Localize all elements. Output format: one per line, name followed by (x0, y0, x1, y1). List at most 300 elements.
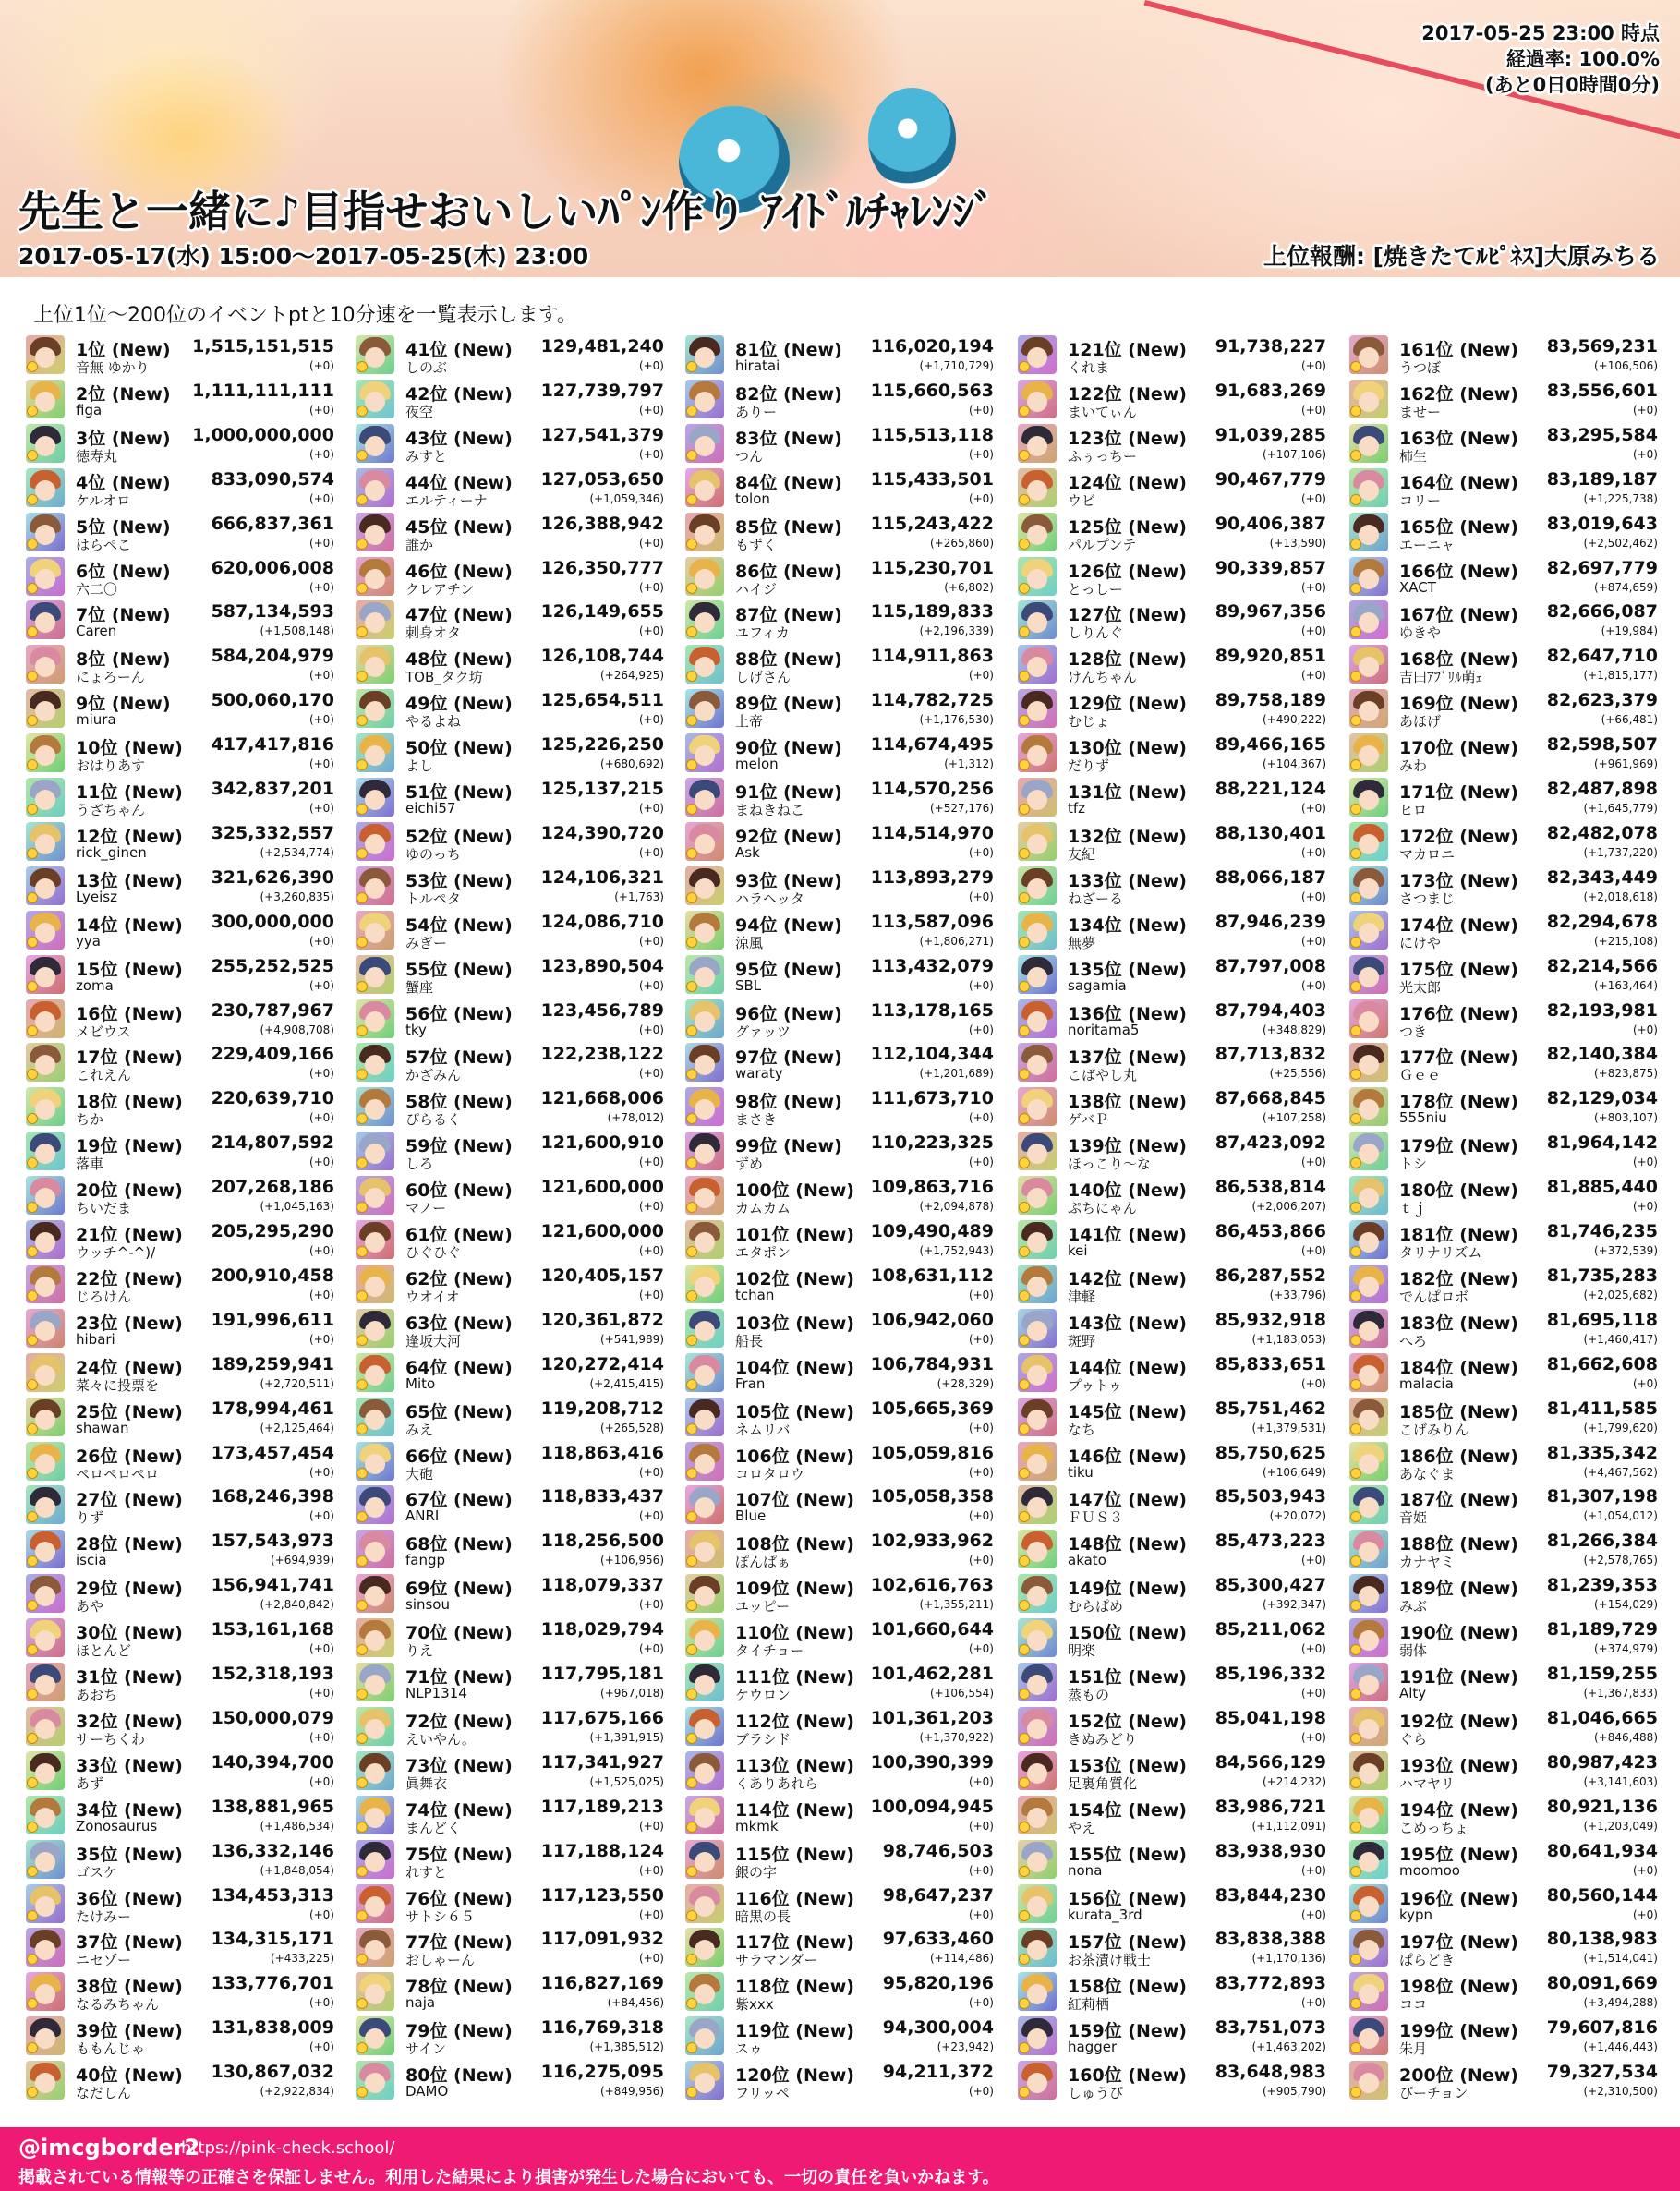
player-name: お茶漬け戦士 (1068, 1952, 1152, 1968)
idol-avatar-icon (1349, 2016, 1388, 2055)
player-name: ぐら (1399, 1731, 1428, 1748)
ten-minute-delta: (+0) (638, 581, 664, 594)
card-rarity-badge-icon (357, 1600, 368, 1611)
rank-label: 49位 (New) (405, 694, 513, 714)
idol-avatar-icon (26, 645, 65, 684)
idol-avatar-icon (356, 1485, 394, 1524)
rank-label: 198位 (New) (1399, 1977, 1518, 1997)
rank-entry (356, 556, 670, 600)
idol-avatar-icon (1018, 1840, 1057, 1879)
ten-minute-delta: (+1,379,531) (1251, 1422, 1326, 1434)
ten-minute-delta: (+0) (1300, 935, 1326, 948)
idol-avatar-icon (26, 1707, 65, 1746)
card-rarity-badge-icon (1019, 1954, 1030, 1965)
ten-minute-delta: (+680,692) (599, 757, 664, 770)
idol-avatar-icon (356, 1574, 394, 1613)
player-name: サトシ６５ (405, 1908, 476, 1925)
event-points: 83,569,231 (1546, 336, 1658, 357)
player-name: マノー (405, 1200, 447, 1217)
rank-entry (356, 1750, 670, 1795)
rank-entry (1018, 1086, 1332, 1131)
event-points: 109,863,716 (870, 1177, 994, 1197)
rank-entry (1349, 512, 1663, 556)
event-points: 100,094,945 (870, 1797, 994, 1817)
rank-label: 52位 (New) (405, 827, 513, 847)
card-rarity-badge-icon (27, 1866, 38, 1877)
event-points: 321,626,390 (211, 867, 334, 888)
ten-minute-delta: (+0) (308, 2040, 334, 2053)
rank-label: 23位 (New) (76, 1313, 183, 1334)
rank-label: 26位 (New) (76, 1447, 183, 1467)
rank-label: 24位 (New) (76, 1358, 183, 1378)
event-points: 189,259,941 (211, 1354, 334, 1374)
event-points: 124,390,720 (540, 823, 664, 843)
rank-entry (1349, 1883, 1663, 1928)
event-points: 87,797,008 (1215, 956, 1326, 976)
ten-minute-delta: (+0) (968, 1156, 994, 1168)
player-name: とっしー (1068, 581, 1123, 598)
rank-label: 90位 (New) (735, 738, 842, 758)
idol-avatar-icon (356, 1884, 394, 1923)
idol-avatar-icon (1018, 689, 1057, 728)
rank-label: 167位 (New) (1399, 605, 1518, 625)
rank-label: 108位 (New) (735, 1534, 854, 1555)
card-rarity-badge-icon (1019, 1113, 1030, 1124)
player-name: あなぐま (1399, 1466, 1456, 1483)
card-rarity-badge-icon (1019, 494, 1030, 505)
event-points: 84,566,129 (1215, 1752, 1326, 1773)
card-rarity-badge-icon (27, 406, 38, 417)
card-rarity-badge-icon (686, 1822, 697, 1833)
rank-label: 81位 (New) (735, 340, 842, 360)
idol-avatar-icon (1018, 380, 1057, 418)
event-points: 584,204,979 (211, 646, 334, 666)
player-name: hiratai (735, 357, 780, 374)
rank-entry (1349, 423, 1663, 467)
player-name: にょろーん (76, 669, 145, 685)
rank-entry (1349, 2015, 1663, 2060)
player-name: ずめ (735, 1156, 764, 1172)
ten-minute-delta: (+2,310,500) (1583, 2085, 1658, 2098)
player-name: パルプンテ (1068, 537, 1137, 553)
rank-entry (1349, 644, 1663, 688)
card-rarity-badge-icon (357, 804, 368, 815)
event-points: 90,406,387 (1215, 514, 1326, 534)
rank-label: 135位 (New) (1068, 960, 1187, 980)
event-points: 114,570,256 (870, 779, 994, 799)
player-name: ハラヘッタ (735, 890, 805, 907)
event-points: 87,668,845 (1215, 1088, 1326, 1108)
idol-avatar-icon (685, 999, 724, 1038)
card-rarity-badge-icon (1019, 626, 1030, 637)
idol-avatar-icon (1018, 513, 1057, 551)
card-rarity-badge-icon (1019, 1246, 1030, 1257)
player-name: 誰か (405, 537, 434, 553)
player-name: コロタロウ (735, 1466, 805, 1483)
ten-minute-delta: (+0) (1632, 1377, 1658, 1390)
rank-label: 191位 (New) (1399, 1667, 1518, 1688)
player-name: miura (76, 711, 116, 728)
rank-label: 58位 (New) (405, 1092, 513, 1112)
rank-label: 69位 (New) (405, 1579, 513, 1599)
rank-entry (685, 423, 999, 467)
rank-label: 157位 (New) (1068, 1932, 1187, 1953)
rank-label: 33位 (New) (76, 1756, 183, 1776)
player-name: くありあれら (735, 1775, 819, 1792)
rank-entry (26, 2015, 340, 2060)
rank-entry (356, 1883, 670, 1928)
rank-entry (356, 910, 670, 954)
player-name: Alty (1399, 1685, 1427, 1701)
card-rarity-badge-icon (1350, 1113, 1361, 1124)
player-name: 吉田ｱﾌﾞﾘﾙ萌ｪ (1399, 669, 1483, 685)
event-points: 114,911,863 (870, 646, 994, 666)
ten-minute-delta: (+2,415,415) (589, 1377, 664, 1390)
event-points: 116,827,169 (540, 1973, 664, 1993)
card-rarity-badge-icon (686, 759, 697, 770)
ten-minute-delta: (+0) (638, 1952, 664, 1965)
rank-entry (1018, 644, 1332, 688)
event-points: 82,623,379 (1546, 690, 1658, 710)
idol-avatar-icon (26, 1618, 65, 1657)
card-rarity-badge-icon (1019, 671, 1030, 682)
rank-label: 79位 (New) (405, 2021, 513, 2041)
player-name: りえ (405, 1642, 434, 1659)
idol-avatar-icon (1018, 866, 1057, 905)
ten-minute-delta: (+1,170,136) (1251, 1952, 1326, 1965)
event-points: 134,315,171 (211, 1929, 334, 1949)
idol-avatar-icon (26, 1132, 65, 1170)
rank-label: 121位 (New) (1068, 340, 1187, 360)
ten-minute-delta: (+0) (968, 1111, 994, 1124)
ten-minute-delta: (+1,525,025) (589, 1775, 664, 1788)
player-name: 菜々に投票を (76, 1377, 160, 1394)
card-rarity-badge-icon (27, 1113, 38, 1124)
rank-label: 124位 (New) (1068, 473, 1187, 493)
card-rarity-badge-icon (686, 937, 697, 948)
ten-minute-delta: (+1,508,148) (260, 624, 334, 637)
card-rarity-badge-icon (1350, 1644, 1361, 1655)
player-name: 銀の字 (735, 1864, 778, 1881)
card-rarity-badge-icon (357, 1511, 368, 1522)
event-points: 126,108,744 (540, 646, 664, 666)
idol-avatar-icon (26, 911, 65, 950)
idol-avatar-icon (26, 1884, 65, 1923)
ten-minute-delta: (+0) (308, 492, 334, 505)
rank-label: 134位 (New) (1068, 915, 1187, 936)
idol-avatar-icon (1349, 1442, 1388, 1481)
ten-minute-delta: (+107,258) (1262, 1111, 1326, 1124)
ten-minute-delta: (+0) (308, 1687, 334, 1700)
player-name: XACT (1399, 579, 1436, 596)
ten-minute-delta: (+527,176) (929, 802, 994, 815)
card-rarity-badge-icon (686, 1202, 697, 1213)
event-points: 133,776,701 (211, 1973, 334, 1993)
idol-avatar-icon (26, 1220, 65, 1259)
rank-entry (26, 1883, 340, 1928)
idol-avatar-icon (685, 1132, 724, 1170)
ten-minute-delta: (+0) (638, 1156, 664, 1168)
ten-minute-delta: (+28,329) (937, 1377, 994, 1390)
card-rarity-badge-icon (686, 1468, 697, 1479)
ten-minute-delta: (+0) (638, 979, 664, 992)
ten-minute-delta: (+0) (638, 1820, 664, 1833)
card-rarity-badge-icon (357, 539, 368, 550)
rank-label: 55位 (New) (405, 960, 513, 980)
rank-label: 19位 (New) (76, 1136, 183, 1156)
player-name: じろけん (76, 1289, 132, 1305)
rank-entry (1349, 334, 1663, 379)
idol-avatar-icon (685, 1884, 724, 1923)
player-name: tchan (735, 1287, 775, 1303)
rank-label: 138位 (New) (1068, 1092, 1187, 1112)
idol-avatar-icon (1349, 1972, 1388, 2011)
ten-minute-delta: (+1,463,202) (1251, 2040, 1326, 2053)
rank-label: 166位 (New) (1399, 562, 1518, 582)
card-rarity-badge-icon (357, 406, 368, 417)
player-name: ももんじゃ (76, 2040, 146, 2057)
card-rarity-badge-icon (686, 494, 697, 505)
card-rarity-badge-icon (1019, 1998, 1030, 2009)
rank-entry (1018, 467, 1332, 512)
card-rarity-badge-icon (357, 1644, 368, 1655)
idol-avatar-icon (26, 1530, 65, 1568)
card-rarity-badge-icon (686, 1866, 697, 1877)
ten-minute-delta: (+0) (308, 581, 334, 594)
player-name: ウビ (1068, 492, 1096, 509)
player-name: iscia (76, 1552, 107, 1568)
player-name: うざちゃん (76, 802, 146, 818)
card-rarity-badge-icon (27, 671, 38, 682)
idol-avatar-icon (1018, 1353, 1057, 1392)
rank-entry (685, 1795, 999, 1839)
player-name: 蟹座 (405, 979, 434, 996)
event-points: 80,560,144 (1546, 1885, 1658, 1906)
event-points: 229,409,166 (211, 1044, 334, 1064)
rank-entry (1018, 1883, 1332, 1928)
card-rarity-badge-icon (1350, 2042, 1361, 2053)
card-rarity-badge-icon (27, 1600, 38, 1611)
card-rarity-badge-icon (357, 2042, 368, 2053)
idol-avatar-icon (685, 778, 724, 817)
player-name: あや (76, 1598, 104, 1615)
player-name: ケウロン (735, 1687, 792, 1703)
ten-minute-delta: (+0) (638, 1244, 664, 1257)
card-rarity-badge-icon (357, 1954, 368, 1965)
rank-label: 12位 (New) (76, 827, 183, 847)
idol-avatar-icon (685, 1309, 724, 1348)
idol-avatar-icon (26, 733, 65, 772)
idol-avatar-icon (1018, 1663, 1057, 1701)
card-rarity-badge-icon (1350, 1423, 1361, 1434)
card-rarity-badge-icon (686, 1644, 697, 1655)
rank-label: 196位 (New) (1399, 1889, 1518, 1909)
rank-label: 131位 (New) (1068, 782, 1187, 803)
rank-entry (356, 1971, 670, 2015)
idol-avatar-icon (26, 2016, 65, 2055)
event-title: 先生と一緒に♪目指せおいしいﾊﾟﾝ作り ｱｲﾄﾞﾙﾁｬﾚﾝｼﾞ (18, 187, 996, 236)
idol-avatar-icon (1349, 1884, 1388, 1923)
ten-minute-delta: (+66,481) (1601, 713, 1658, 726)
idol-avatar-icon (356, 335, 394, 374)
idol-avatar-icon (1349, 689, 1388, 728)
ten-minute-delta: (+0) (638, 1642, 664, 1655)
ten-minute-delta: (+0) (968, 1908, 994, 1921)
event-points: 1,000,000,000 (192, 425, 334, 445)
ten-minute-delta: (+0) (968, 1996, 994, 2009)
ten-minute-delta: (+0) (1300, 1687, 1326, 1700)
card-rarity-badge-icon (686, 848, 697, 859)
rank-label: 91位 (New) (735, 782, 842, 803)
ten-minute-delta: (+1,045,163) (260, 1200, 334, 1213)
rank-entry (1349, 1617, 1663, 1662)
event-points: 117,188,124 (540, 1841, 664, 1861)
player-name: 船長 (735, 1333, 764, 1350)
ten-minute-delta: (+23,942) (937, 2040, 994, 2053)
idol-avatar-icon (356, 1972, 394, 2011)
event-points: 81,239,353 (1546, 1575, 1658, 1595)
card-rarity-badge-icon (357, 494, 368, 505)
card-rarity-badge-icon (357, 1468, 368, 1479)
ten-minute-delta: (+2,534,774) (260, 846, 334, 859)
rank-label: 159位 (New) (1068, 2021, 1187, 2041)
player-name: まねきねこ (735, 802, 805, 818)
ten-minute-delta: (+0) (638, 624, 664, 637)
player-name: ぱらどき (1399, 1952, 1456, 1968)
rank-label: 32位 (New) (76, 1712, 183, 1732)
rank-entry (26, 1131, 340, 1175)
player-name: エルティーナ (405, 492, 488, 509)
rank-entry (1018, 379, 1332, 423)
card-rarity-badge-icon (1350, 804, 1361, 815)
event-points: 95,820,196 (882, 1973, 994, 1993)
rank-entry (1018, 777, 1332, 821)
rank-label: 170位 (New) (1399, 738, 1518, 758)
rank-label: 1位 (New) (76, 340, 171, 360)
event-points: 106,784,931 (870, 1354, 994, 1374)
idol-avatar-icon (356, 911, 394, 950)
ten-minute-delta: (+1,176,530) (919, 713, 994, 726)
rank-label: 42位 (New) (405, 384, 513, 405)
rank-label: 103位 (New) (735, 1313, 854, 1334)
event-points: 230,787,967 (211, 1000, 334, 1021)
ten-minute-delta: (+0) (1632, 1200, 1658, 1213)
card-rarity-badge-icon (27, 626, 38, 637)
idol-avatar-icon (356, 778, 394, 817)
card-rarity-badge-icon (357, 1998, 368, 2009)
twitter-handle-link[interactable]: @imcgborder2 (18, 2135, 200, 2161)
card-rarity-badge-icon (686, 892, 697, 903)
card-rarity-badge-icon (1019, 1202, 1030, 1213)
idol-avatar-icon (26, 1442, 65, 1481)
player-name: れすと (405, 1864, 448, 1881)
rank-entry (356, 1175, 670, 1219)
card-rarity-badge-icon (1350, 848, 1361, 859)
idol-avatar-icon (1018, 733, 1057, 772)
event-points: 117,189,213 (540, 1797, 664, 1817)
ten-minute-delta: (+0) (308, 359, 334, 372)
event-points: 126,388,942 (540, 514, 664, 534)
ten-minute-delta: (+0) (1632, 1156, 1658, 1168)
event-points: 87,794,403 (1215, 1000, 1326, 1021)
rank-label: 179位 (New) (1399, 1136, 1518, 1156)
card-rarity-badge-icon (1019, 1777, 1030, 1788)
ten-minute-delta: (+348,829) (1262, 1023, 1326, 1036)
card-rarity-badge-icon (1350, 1468, 1361, 1479)
ten-minute-delta: (+490,222) (1262, 713, 1326, 726)
event-points: 200,910,458 (211, 1265, 334, 1286)
player-name: hibari (76, 1331, 115, 1348)
rank-entry (685, 1175, 999, 1219)
player-name: つき (1399, 1023, 1428, 1040)
event-points: 124,086,710 (540, 912, 664, 932)
rank-entry (1018, 688, 1332, 732)
event-points: 117,091,932 (540, 1929, 664, 1949)
idol-avatar-icon (356, 1265, 394, 1303)
event-points: 81,335,342 (1546, 1443, 1658, 1463)
card-rarity-badge-icon (686, 671, 697, 682)
player-name: しりんぐ (1068, 624, 1124, 641)
intro-text: 上位1位～200位のイベントptと10分速を一覧表示します。 (33, 304, 577, 327)
ten-minute-delta: (+694,939) (270, 1554, 334, 1567)
idol-avatar-icon (1018, 911, 1057, 950)
rank-entry (685, 1086, 999, 1131)
rank-label: 77位 (New) (405, 1932, 513, 1953)
card-rarity-badge-icon (357, 937, 368, 948)
event-points: 81,189,729 (1546, 1619, 1658, 1640)
idol-avatar-icon (26, 689, 65, 728)
ten-minute-delta: (+0) (638, 359, 664, 372)
rank-label: 82位 (New) (735, 384, 842, 405)
idol-avatar-icon (685, 1663, 724, 1701)
event-points: 85,041,198 (1215, 1708, 1326, 1728)
player-name: みえ (405, 1422, 434, 1438)
ten-minute-delta: (+1,367,833) (1583, 1687, 1658, 1700)
ten-minute-delta: (+1,752,943) (919, 1244, 994, 1257)
ten-minute-delta: (+25,556) (1269, 1067, 1326, 1080)
ten-minute-delta: (+0) (308, 935, 334, 948)
player-name: 徳寿丸 (76, 448, 118, 465)
ten-minute-delta: (+0) (308, 802, 334, 815)
rank-label: 133位 (New) (1068, 871, 1187, 891)
idol-avatar-icon (1349, 1398, 1388, 1436)
idol-avatar-icon (1349, 1309, 1388, 1348)
rank-label: 105位 (New) (735, 1402, 854, 1422)
ten-minute-delta: (+3,141,603) (1583, 1775, 1658, 1788)
rank-entry (685, 1308, 999, 1352)
ten-minute-delta: (+163,464) (1593, 979, 1658, 992)
ten-minute-delta: (+2,720,511) (260, 1377, 334, 1390)
idol-avatar-icon (685, 1972, 724, 2011)
ten-minute-delta: (+0) (308, 1731, 334, 1744)
rank-entry (1018, 1750, 1332, 1795)
player-name: まんどく (405, 1820, 462, 1836)
idol-avatar-icon (356, 1309, 394, 1348)
player-name: むじょ (1068, 713, 1110, 730)
rank-label: 53位 (New) (405, 871, 513, 891)
idol-avatar-icon (26, 1485, 65, 1524)
player-name: 暗黒の長 (735, 1908, 792, 1925)
card-rarity-badge-icon (1019, 1733, 1030, 1744)
player-name: kei (1068, 1242, 1088, 1259)
card-rarity-badge-icon (1019, 937, 1030, 948)
site-url-link[interactable]: https://pink-check.school/ (181, 2138, 395, 2158)
rank-entry (1349, 1795, 1663, 1839)
rank-entry (1349, 1264, 1663, 1308)
idol-avatar-icon (685, 1176, 724, 1215)
player-name: しのぶ (405, 359, 448, 376)
card-rarity-badge-icon (27, 1555, 38, 1567)
